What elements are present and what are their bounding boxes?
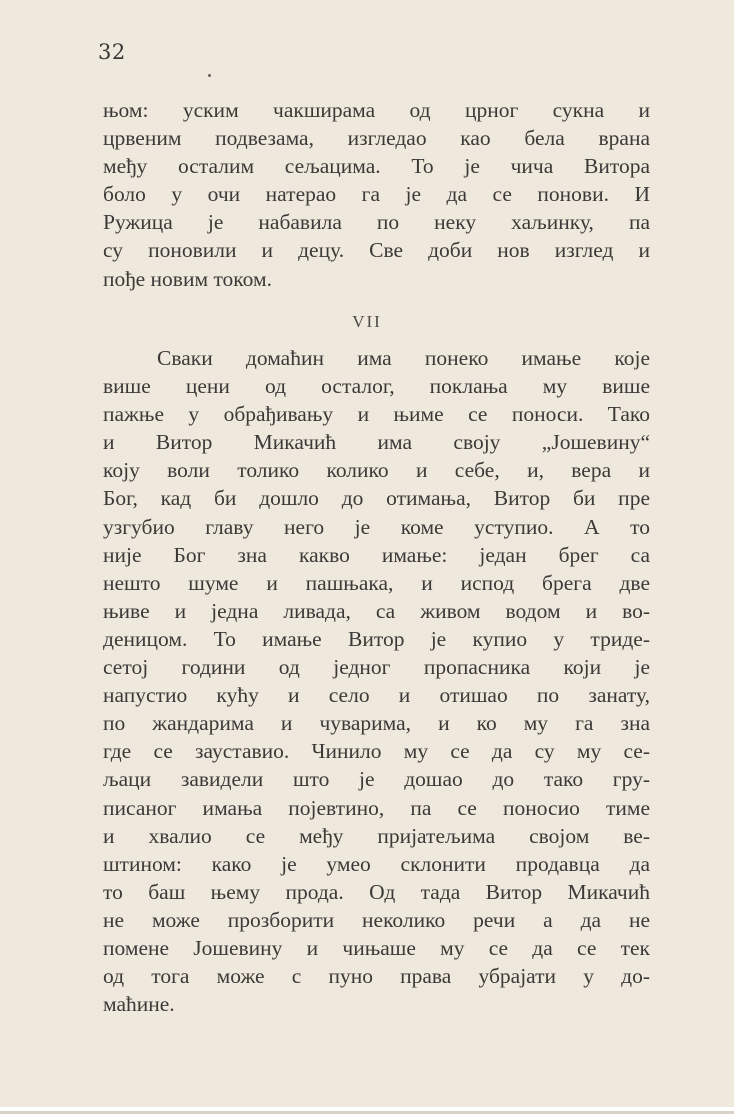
text-line: писаног имања појевтино, па се поносио тиме [103,795,650,820]
text-line: напустио кућу и село и отишао по занату, [103,683,650,708]
text-line: њом: уским чакширама од црног сукна и [103,98,650,122]
text-line: пође новим током. [103,266,272,291]
text-line: помене Јошевину и чињаше му се да се тек [103,935,650,960]
text-line: Сваки домаћин има понеко имање које [157,346,650,370]
text-line: Ружица је набавила по неку хаљинку, па [103,210,650,235]
text-line: маћине. [103,992,175,1017]
text-line: по жандарима и чуварима, и ко му га зна [103,711,650,736]
text-line: где се зауставио. Чинило му се да су му се- [103,739,650,764]
text-line: није Бог зна какво имање: један брег са [103,542,650,567]
text-line: њиве и једна ливада, са живом водом и во- [103,598,650,623]
text-line: и Витор Микачић има своју „Јошевину“ [103,430,650,455]
text-line: не може прозборити неколико речи а да не [103,907,650,932]
text-line: су поновили и децу. Све доби нов изглед и [103,238,650,263]
text-line: боло у очи натерао га је да се понови. И [103,182,650,207]
text-line: нешто шуме и пашњака, и испод брега две [103,570,650,595]
text-line: штином: како је умео склонити продавца да [103,851,650,876]
text-line: више цени од осталог, поклања му више [103,374,650,399]
text-line: и хвалио се међу пријатељима својом ве- [103,823,650,848]
ink-speck [208,74,211,77]
section-heading: VII [352,312,382,331]
text-line: коју воли толико колико и себе, и, вера и [103,458,650,483]
text-line: пажње у обрађивању и њиме се поноси. Тако [103,402,650,427]
text-line: међу осталим сељацима. То је чича Витора [103,154,650,179]
paragraph-section-vii [103,344,650,1018]
text-line: љаци завидели што је дошао до тако гру- [103,767,650,792]
page-number: 32 [98,40,126,64]
text-line: црвеним подвезама, изгледао као бела врана [103,126,650,151]
text-line: од тога може с пуно права убрајати у до- [103,964,650,989]
text-line: то баш њему прода. Од тада Витор Микачић [103,879,650,904]
text-line: Бог, кад би дошло до отимања, Витор би пре [103,486,650,511]
text-line: деницом. То имање Витор је купио у триде- [103,626,650,651]
paragraph-continuation [103,96,650,293]
text-line: сетој години од једног пропасника који је [103,655,650,680]
text-line: узгубио главу него је коме уступио. А то [103,514,650,539]
